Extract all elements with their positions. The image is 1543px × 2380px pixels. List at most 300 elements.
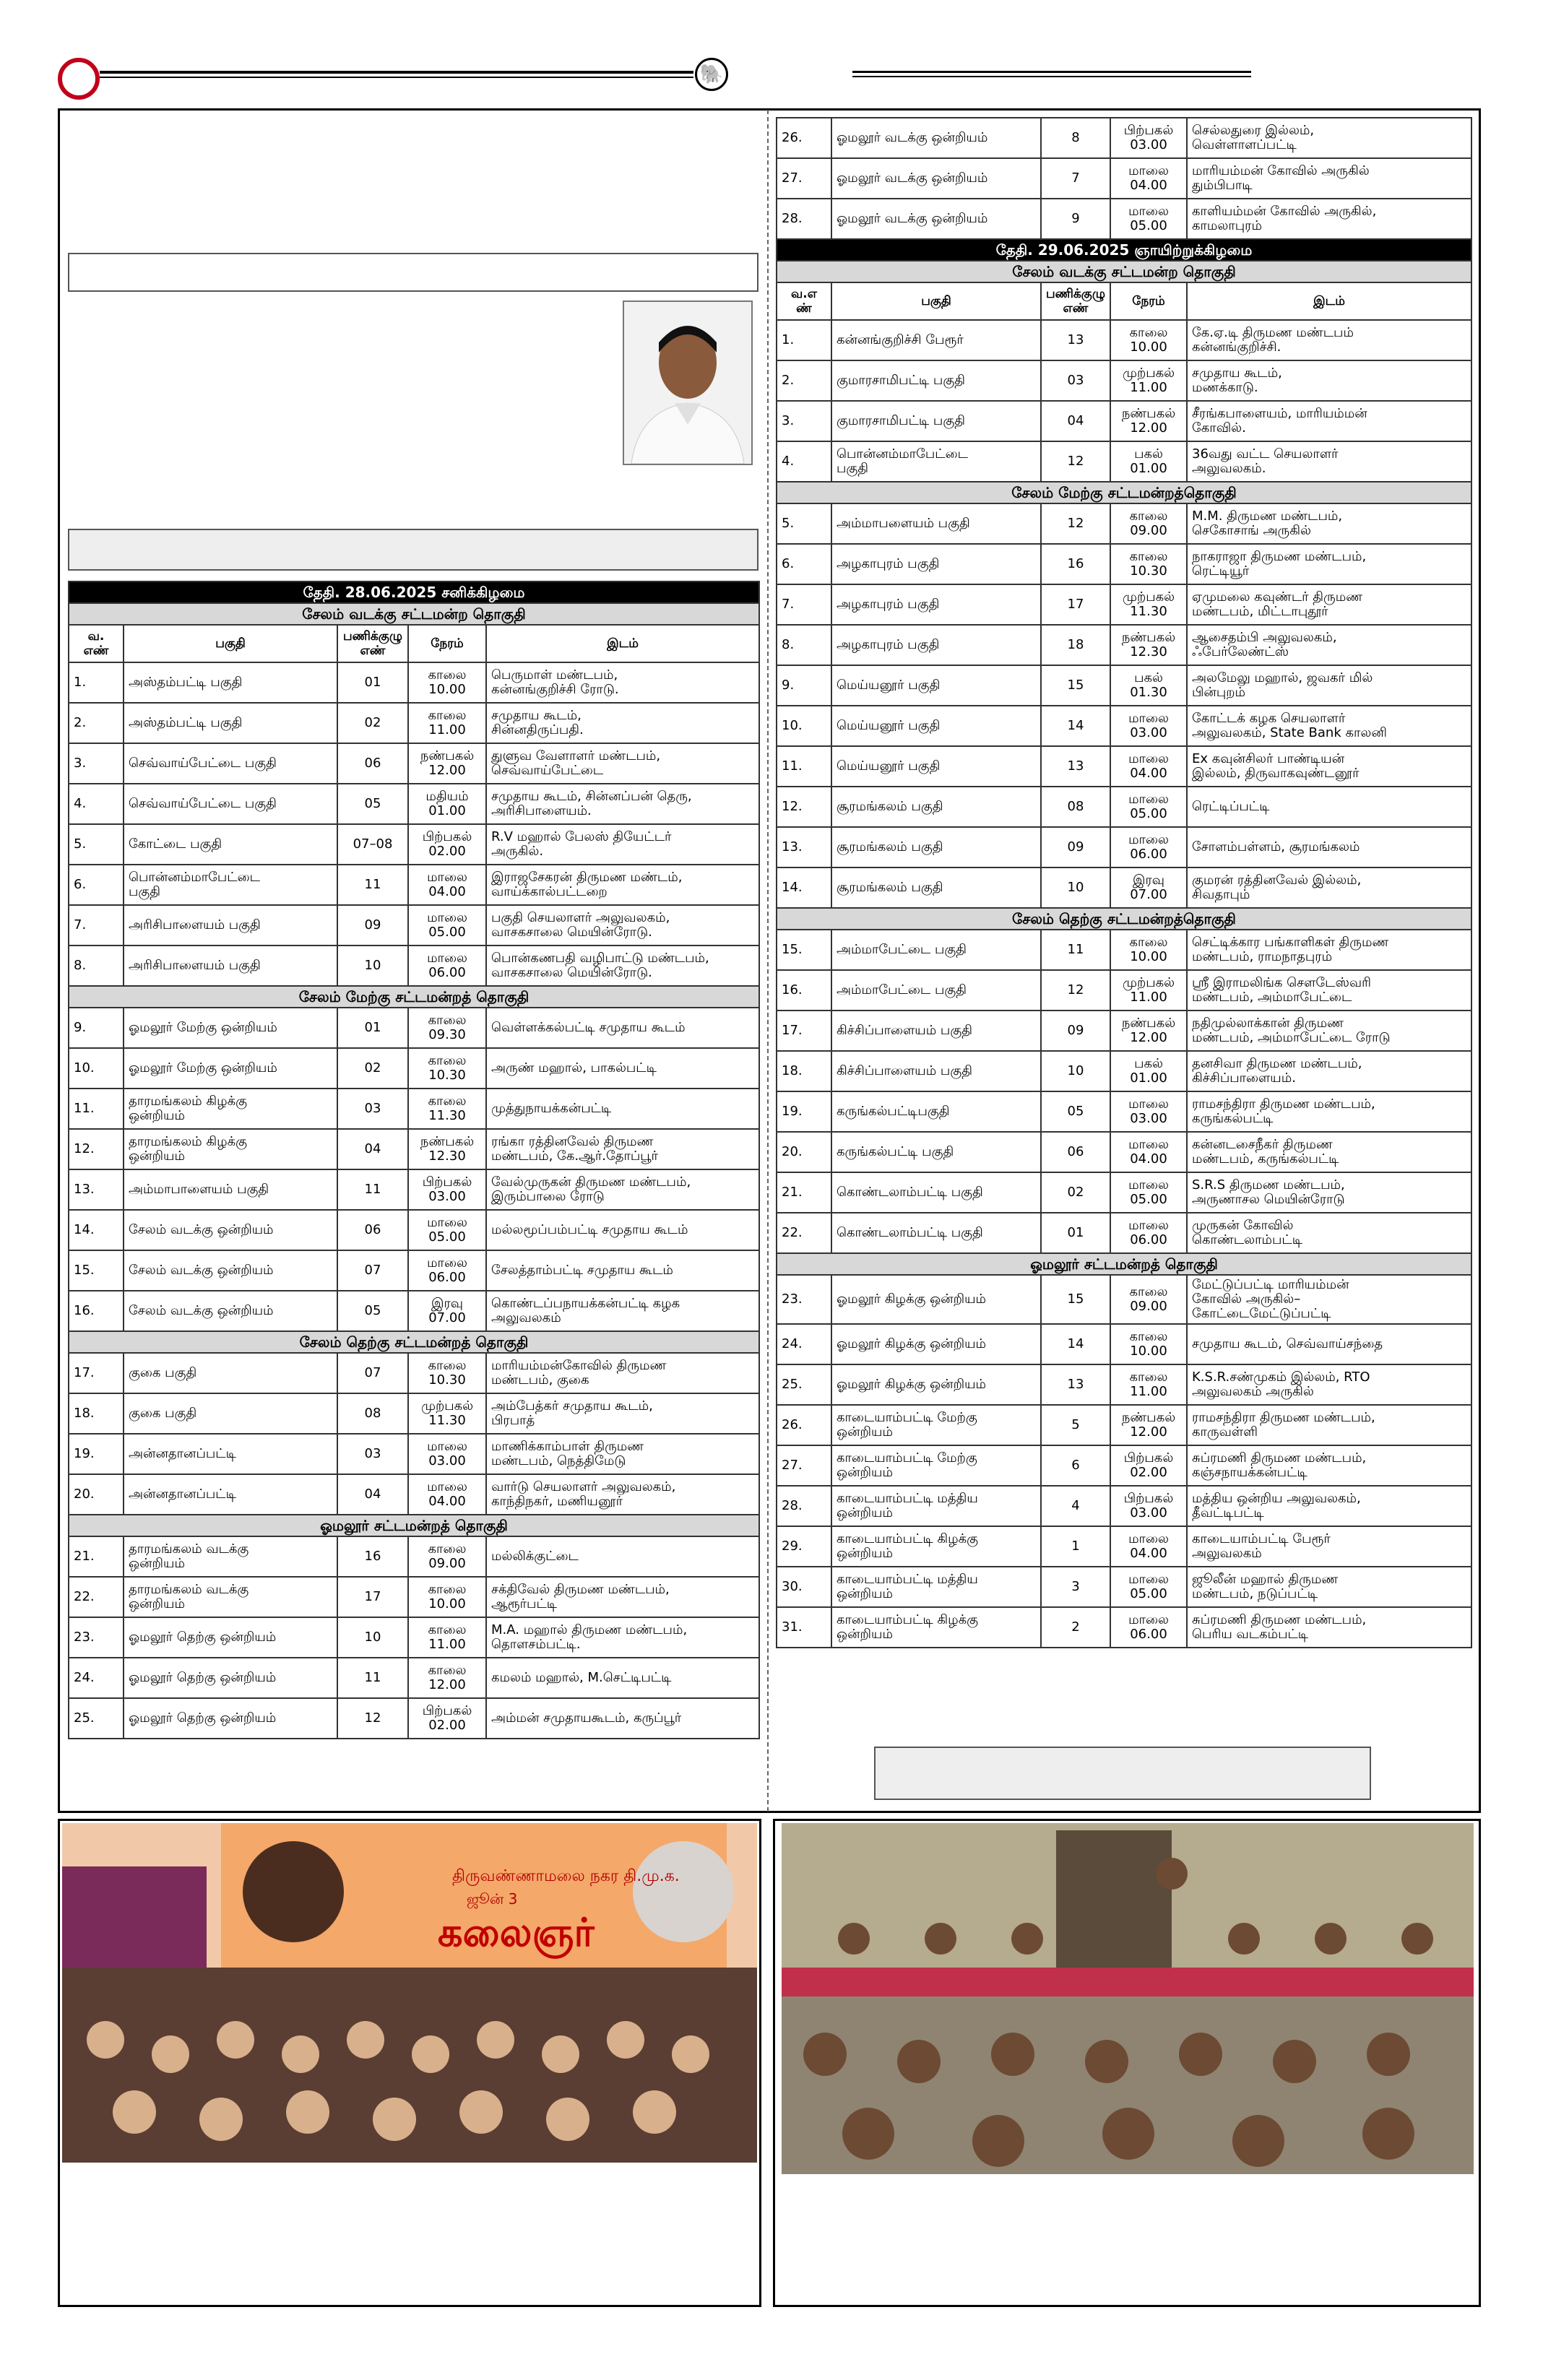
row-place: அம்பேத்கர் சமுதாய கூடம், பிரபாத் [486,1393,759,1434]
table-row [69,662,759,703]
row-place: பகுதி செயலாளர் அலுவலகம், வாசகசாலை மெயின்ரோடு. [486,905,759,945]
row-time: மாலை 05.00 [1110,787,1187,827]
table-row [69,1536,759,1577]
constituency-header-row [777,908,1471,930]
table-row [69,743,759,784]
table-row [69,1291,759,1331]
row-place: கோட்டக் கழக செயலாளர் அலுவலகம், State Bank காலனி [1187,706,1471,746]
row-place: முத்துநாயக்கன்பட்டி [486,1089,759,1129]
table-row [777,1091,1471,1132]
row-number: 8. [69,945,124,986]
row-number: 25. [69,1698,124,1739]
event-photo-left [62,1823,757,2163]
row-number: 21. [69,1536,124,1577]
row-area: குகை பகுதி [124,1393,337,1434]
row-area: காடையாம்பட்டி மேற்கு ஒன்றியம் [831,1405,1041,1445]
row-time: காலை 09.00 [408,1536,486,1577]
constituency-title: சேலம் தெற்கு சட்டமன்றத்தொகுதி [777,908,1471,930]
row-number: 11. [69,1089,124,1129]
row-committee: 12 [1041,970,1110,1011]
row-committee: 11 [337,865,408,905]
row-number: 3. [69,743,124,784]
row-area: சூரமங்கலம் பகுதி [831,827,1041,867]
row-time: மாலை 05.00 [1110,1172,1187,1213]
row-time: மாலை 03.00 [408,1434,486,1474]
row-committee: 11 [1041,930,1110,970]
row-place: மாணிக்காம்பாள் திருமண மண்டபம், நெத்திமேடு [486,1434,759,1474]
row-time: காலை 09.00 [1110,503,1187,544]
row-time: மாலை 05.00 [1110,1567,1187,1607]
row-number: 29. [777,1526,831,1567]
row-area: காடையாம்பட்டி மத்திய ஒன்றியம் [831,1486,1041,1526]
row-number: 28. [777,1486,831,1526]
header-red-circle [58,58,100,100]
row-area: ஓமலூர் மேற்கு ஒன்றியம் [124,1048,337,1089]
row-time: காலை 10.00 [408,1577,486,1617]
row-number: 31. [777,1607,831,1648]
row-time: மாலை 06.00 [1110,827,1187,867]
row-number: 24. [69,1658,124,1698]
row-committee: 06 [1041,1132,1110,1172]
row-area: கருங்கல்பட்டிபகுதி [831,1091,1041,1132]
constituency-header-row [777,261,1471,282]
table-row [777,1132,1471,1172]
row-place: காடையாம்பட்டி பேரூர் அலுவலகம் [1187,1526,1471,1567]
row-area: காடையாம்பட்டி கிழக்கு ஒன்றியம் [831,1526,1041,1567]
table-row [69,1210,759,1250]
row-place: ரங்கா ரத்தினவேல் திருமண மண்டபம், கே.ஆர்.தோப்பூர் [486,1129,759,1169]
col-time: நேரம் [408,625,486,662]
row-place: வெள்ளக்கல்பட்டி சமுதாய கூடம் [486,1008,759,1048]
row-place: சீரங்கபாளையம், மாரியம்மன் கோவில். [1187,401,1471,441]
elephant-emblem-icon: 🐘 [695,58,728,91]
row-area: ஓமலூர் கிழக்கு ஒன்றியம் [831,1275,1041,1324]
row-place: மல்லமூப்பம்பட்டி சமுதாய கூடம் [486,1210,759,1250]
constituency-title: ஓமலூர் சட்டமன்றத் தொகுதி [777,1253,1471,1275]
row-time: மாலை 04.00 [408,865,486,905]
row-time: இரவு 07.00 [1110,867,1187,908]
portrait-photo [623,300,753,465]
row-place: சுப்ரமணி திருமண மண்டபம், கஞ்சநாயக்கன்பட்டி [1187,1445,1471,1486]
row-place: அருண் மஹால், பாகல்பட்டி [486,1048,759,1089]
row-committee: 05 [337,1291,408,1331]
header-rule-left-thin [100,77,693,78]
row-time: நண்பகல் 12.30 [408,1129,486,1169]
row-area: காடையாம்பட்டி மேற்கு ஒன்றியம் [831,1445,1041,1486]
constituency-title: ஓமலூர் சட்டமன்றத் தொகுதி [69,1515,759,1536]
row-committee: 6 [1041,1445,1110,1486]
row-place: S.R.S திருமண மண்டபம், அருணாசல மெயின்ரோடு [1187,1172,1471,1213]
row-place: மல்லிக்குட்டை [486,1536,759,1577]
row-place: M.M. திருமண மண்டபம், செகோசாங் அருகில் [1187,503,1471,544]
table-row [777,827,1471,867]
row-committee: 4 [1041,1486,1110,1526]
row-area: சூரமங்கலம் பகுதி [831,867,1041,908]
row-place: Ex கவுன்சிலர் பாண்டியன் இல்லம், திருவாகவுண்டனூர் [1187,746,1471,787]
event-photo-right [782,1823,1474,2174]
row-place: மாரியம்மன்கோவில் திருமண மண்டபம், குகை [486,1353,759,1393]
row-committee: 14 [1041,706,1110,746]
row-place: சேலத்தாம்பட்டி சமுதாய கூடம் [486,1250,759,1291]
table-row [69,784,759,824]
table-row [69,1169,759,1210]
row-time: காலை 09.00 [1110,1275,1187,1324]
table-row [777,544,1471,584]
table-row [69,1250,759,1291]
row-time: பகல் 01.00 [1110,1051,1187,1091]
row-area: கொண்டலாம்பட்டி பகுதி [831,1213,1041,1253]
row-committee: 15 [1041,665,1110,706]
row-area: பொன்னம்மாபேட்டை பகுதி [124,865,337,905]
row-number: 23. [69,1617,124,1658]
row-place: முருகன் கோவில் கொண்டலாம்பட்டி [1187,1213,1471,1253]
row-number: 14. [777,867,831,908]
table-row [777,441,1471,482]
row-committee: 09 [337,905,408,945]
row-committee: 15 [1041,1275,1110,1324]
row-time: காலை 10.00 [1110,320,1187,360]
row-place: செட்டிக்கார பங்காளிகள் திருமண மண்டபம், ராமநாதபுரம் [1187,930,1471,970]
constituency-title: சேலம் தெற்கு சட்டமன்றத் தொகுதி [69,1331,759,1353]
row-area: அன்னதானப்பட்டி [124,1434,337,1474]
row-place: சமுதாய கூடம், செவ்வாய்சந்தை [1187,1324,1471,1364]
row-place: சமுதாய கூடம், சின்னதிருப்பதி. [486,703,759,743]
row-area: ஓமலூர் வடக்கு ஒன்றியம் [831,158,1041,199]
row-place: சக்திவேல் திருமண மண்டபம், ஆரூர்பட்டி [486,1577,759,1617]
row-number: 19. [777,1091,831,1132]
row-number: 27. [777,1445,831,1486]
table-row [777,867,1471,908]
row-time: காலை 11.00 [408,1617,486,1658]
row-number: 2. [69,703,124,743]
row-committee: 3 [1041,1567,1110,1607]
row-place: காளியம்மன் கோவில் அருகில், காமலாபுரம் [1187,199,1471,239]
table-row [69,905,759,945]
row-number: 11. [777,746,831,787]
row-committee: 1 [1041,1526,1110,1567]
row-number: 20. [69,1474,124,1515]
table-row [69,703,759,743]
col-place: இடம் [1187,282,1471,320]
row-place: கமலம் மஹால், M.செட்டிபட்டி [486,1658,759,1698]
row-area: குமாரசாமிபட்டி பகுதி [831,401,1041,441]
row-committee: 02 [337,703,408,743]
row-time: காலை 12.00 [408,1658,486,1698]
row-area: ஓமலூர் கிழக்கு ஒன்றியம் [831,1364,1041,1405]
row-number: 10. [69,1048,124,1089]
row-place: தனசிவா திருமண மண்டபம், கிச்சிப்பாளையம். [1187,1051,1471,1091]
row-committee: 10 [337,945,408,986]
table-row [777,1275,1471,1324]
table-row [777,665,1471,706]
row-committee: 11 [337,1658,408,1698]
row-committee: 12 [1041,503,1110,544]
table-row [777,1051,1471,1091]
row-committee: 07–08 [337,824,408,865]
row-place: ஆசைதம்பி அலுவலகம், ஃபேர்லேண்ட்ஸ் [1187,625,1471,665]
gray-banner-box [68,529,758,571]
row-time: பிற்பகல் 03.00 [408,1169,486,1210]
row-number: 18. [69,1393,124,1434]
row-committee: 11 [337,1169,408,1210]
table-row [777,199,1471,239]
row-time: நண்பகல் 12.00 [1110,1405,1187,1445]
row-time: நண்பகல் 12.00 [1110,401,1187,441]
row-time: மாலை 06.00 [408,945,486,986]
row-committee: 08 [337,1393,408,1434]
row-committee: 04 [1041,401,1110,441]
row-area: பொன்னம்மாபேட்டை பகுதி [831,441,1041,482]
date-header: தேதி. 29.06.2025 ஞாயிற்றுக்கிழமை [777,239,1471,261]
row-committee: 02 [1041,1172,1110,1213]
row-committee: 04 [337,1129,408,1169]
column-header-row [777,282,1471,320]
table-row [69,1048,759,1089]
row-area: தாரமங்கலம் வடக்கு ஒன்றியம் [124,1536,337,1577]
row-number: 6. [777,544,831,584]
row-number: 5. [69,824,124,865]
row-place: துளுவ வேளாளர் மண்டபம், செவ்வாய்பேட்டை [486,743,759,784]
row-area: செவ்வாய்பேட்டை பகுதி [124,743,337,784]
date-header-row [69,581,759,603]
constituency-header-row [69,1331,759,1353]
row-number: 28. [777,199,831,239]
table-row [69,824,759,865]
row-place: அம்மன் சமுதாயகூடம், கருப்பூர் [486,1698,759,1739]
constituency-header-row [69,603,759,625]
constituency-title: சேலம் மேற்கு சட்டமன்றத் தொகுதி [69,986,759,1008]
table-row [777,1213,1471,1253]
row-time: நண்பகல் 12.30 [1110,625,1187,665]
table-row [69,1474,759,1515]
row-committee: 14 [1041,1324,1110,1364]
row-area: மெய்யனூர் பகுதி [831,706,1041,746]
row-time: காலை 10.30 [408,1048,486,1089]
row-committee: 03 [337,1089,408,1129]
table-row [777,1172,1471,1213]
row-time: பிற்பகல் 03.00 [1110,1486,1187,1526]
row-place: கே.ஏ.டி திருமண மண்டபம் கன்னங்குறிச்சி. [1187,320,1471,360]
row-time: காலை 10.00 [1110,930,1187,970]
table-row [777,970,1471,1011]
table-row [777,584,1471,625]
row-place: 36வது வட்ட செயலாளர் அலுவலகம். [1187,441,1471,482]
row-place: பொன்கணபதி வழிபாட்டு மண்டபம், வாசகசாலை மெயின்ரோடு. [486,945,759,986]
row-place: சுப்ரமணி திருமண மண்டபம், பெரிய வடகம்பட்டி [1187,1607,1471,1648]
row-number: 9. [777,665,831,706]
row-committee: 18 [1041,625,1110,665]
row-area: ஓமலூர் வடக்கு ஒன்றியம் [831,118,1041,158]
row-place: சோளம்பள்ளம், சூரமங்கலம் [1187,827,1471,867]
row-place: மத்திய ஒன்றிய அலுவலகம், தீவட்டிபட்டி [1187,1486,1471,1526]
row-time: காலை 10.00 [408,662,486,703]
table-row [69,865,759,905]
table-row [777,320,1471,360]
row-committee: 01 [337,662,408,703]
table-row [69,1617,759,1658]
row-area: காடையாம்பட்டி மத்திய ஒன்றியம் [831,1567,1041,1607]
row-number: 8. [777,625,831,665]
row-time: மாலை 04.00 [1110,158,1187,199]
row-number: 12. [777,787,831,827]
row-number: 26. [777,1405,831,1445]
row-committee: 09 [1041,827,1110,867]
row-time: பகல் 01.00 [1110,441,1187,482]
row-area: அம்மாபேட்டை பகுதி [831,970,1041,1011]
table-row [777,1567,1471,1607]
table-row [777,746,1471,787]
row-committee: 17 [337,1577,408,1617]
row-number: 18. [777,1051,831,1091]
table-row [69,1577,759,1617]
row-time: முற்பகல் 11.30 [408,1393,486,1434]
row-committee: 8 [1041,118,1110,158]
row-number: 14. [69,1210,124,1250]
row-number: 12. [69,1129,124,1169]
row-number: 19. [69,1434,124,1474]
row-area: ஓமலூர் கிழக்கு ஒன்றியம் [831,1324,1041,1364]
row-number: 2. [777,360,831,401]
row-area: கோட்டை பகுதி [124,824,337,865]
row-time: காலை 09.30 [408,1008,486,1048]
row-committee: 10 [1041,1051,1110,1091]
row-number: 9. [69,1008,124,1048]
row-area: குமாரசாமிபட்டி பகுதி [831,360,1041,401]
row-committee: 13 [1041,320,1110,360]
row-committee: 2 [1041,1607,1110,1648]
row-committee: 02 [337,1048,408,1089]
table-row [69,1008,759,1048]
row-area: சேலம் வடக்கு ஒன்றியம் [124,1291,337,1331]
row-committee: 10 [337,1617,408,1658]
row-place: பெருமாள் மண்டபம், கன்னங்குறிச்சி ரோடு. [486,662,759,703]
row-time: பிற்பகல் 02.00 [1110,1445,1187,1486]
column-divider [767,110,769,1812]
row-place: ஸ்ரீ இராமலிங்க சௌடேஸ்வரி மண்டபம், அம்மாபேட்டை [1187,970,1471,1011]
table-row [777,1324,1471,1364]
table-row [69,1129,759,1169]
row-area: தாரமங்கலம் கிழக்கு ஒன்றியம் [124,1089,337,1129]
row-area: மெய்யனூர் பகுதி [831,665,1041,706]
row-committee: 05 [1041,1091,1110,1132]
row-time: காலை 11.00 [408,703,486,743]
row-committee: 07 [337,1353,408,1393]
table-row [69,1698,759,1739]
row-place: குமரன் ரத்தினவேல் இல்லம், சிவதாபும் [1187,867,1471,908]
row-committee: 17 [1041,584,1110,625]
row-place: வேல்முருகன் திருமண மண்டபம், இரும்பாலை ரோடு [486,1169,759,1210]
svg-text:திருவண்ணாமலை நகர தி.மு.க.: திருவண்ணாமலை நகர தி.மு.க. [452,1867,680,1885]
row-committee: 12 [1041,441,1110,482]
row-number: 22. [777,1213,831,1253]
row-number: 7. [69,905,124,945]
row-number: 25. [777,1364,831,1405]
col-committee: பணிக்குழு எண் [337,625,408,662]
row-area: அம்மாபளையம் பகுதி [831,503,1041,544]
row-committee: 08 [1041,787,1110,827]
row-time: பிற்பகல் 02.00 [408,824,486,865]
row-committee: 12 [337,1698,408,1739]
constituency-header-row [69,986,759,1008]
row-number: 15. [69,1250,124,1291]
col-committee: பணிக்குழு எண் [1041,282,1110,320]
column-header-row [69,625,759,662]
row-number: 22. [69,1577,124,1617]
row-place: செல்லதுரை இல்லம், வெள்ளாளப்பட்டி [1187,118,1471,158]
row-place: நதிமுல்லாக்கான் திருமண மண்டபம், அம்மாபேட்டை ரோடு [1187,1011,1471,1051]
row-time: மாலை 04.00 [1110,1526,1187,1567]
row-committee: 01 [337,1008,408,1048]
table-row [777,1364,1471,1405]
row-place: நாகராஜா திருமண மண்டபம், ரெட்டியூர் [1187,544,1471,584]
table-row [777,1607,1471,1648]
row-time: பகல் 01.30 [1110,665,1187,706]
row-number: 23. [777,1275,831,1324]
meeting-crowd-photo-icon [782,1823,1474,2174]
row-time: மாலை 04.00 [408,1474,486,1515]
row-place: கன்னடசைநீகர் திருமண மண்டபம், கருங்கல்பட்டி [1187,1132,1471,1172]
table-row [777,787,1471,827]
row-time: மாலை 03.00 [1110,706,1187,746]
header-rule-left [100,71,693,74]
row-area: கிச்சிப்பாளையம் பகுதி [831,1011,1041,1051]
date-header-row [777,239,1471,261]
row-number: 13. [69,1169,124,1210]
stage-audience-photo-icon [62,1823,757,2163]
table-row [777,1486,1471,1526]
table-row [777,706,1471,746]
gray-footer-box [874,1747,1371,1800]
table-row [777,360,1471,401]
row-committee: 09 [1041,1011,1110,1051]
row-number: 20. [777,1132,831,1172]
row-place: மாரியம்மன் கோவில் அருகில் தும்பிபாடி [1187,158,1471,199]
row-place: சமுதாய கூடம், மணக்காடு. [1187,360,1471,401]
row-area: மெய்யனூர் பகுதி [831,746,1041,787]
table-row [777,1011,1471,1051]
row-place: ரெட்டிப்பட்டி [1187,787,1471,827]
row-place: சமுதாய கூடம், சின்னப்பன் தெரு, அரிசிபாளையம். [486,784,759,824]
col-wa-en: வ. எண் [69,625,124,662]
row-time: காலை 10.30 [1110,544,1187,584]
row-place: வார்டு செயலாளர் அலுவலகம், காந்திநகர், மணியனூர் [486,1474,759,1515]
table-row [777,158,1471,199]
table-row [777,401,1471,441]
constituency-header-row [69,1515,759,1536]
row-time: மாலை 04.00 [1110,1132,1187,1172]
row-number: 17. [777,1011,831,1051]
row-committee: 05 [337,784,408,824]
row-area: தாரமங்கலம் வடக்கு ஒன்றியம் [124,1577,337,1617]
row-area: அஸ்தம்பட்டி பகுதி [124,662,337,703]
row-place: இராஜசேகரன் திருமண மண்டம், வாய்க்கால்பட்டறை [486,865,759,905]
row-area: செவ்வாய்பேட்டை பகுதி [124,784,337,824]
table-row [777,118,1471,158]
person-portrait-icon [624,302,751,464]
row-place: கொண்டப்பநாயக்கன்பட்டி கழக அலுவலகம் [486,1291,759,1331]
row-time: காலை 10.00 [1110,1324,1187,1364]
row-area: ஓமலூர் வடக்கு ஒன்றியம் [831,199,1041,239]
table-row [777,1526,1471,1567]
row-area: தாரமங்கலம் கிழக்கு ஒன்றியம் [124,1129,337,1169]
schedule-table-day2 [776,117,1472,1648]
row-area: அன்னதானப்பட்டி [124,1474,337,1515]
table-row [69,1393,759,1434]
row-area: அரிசிபாளையம் பகுதி [124,945,337,986]
table-row [69,1434,759,1474]
svg-text:கலைஞர்: கலைஞர் [438,1910,595,1955]
constituency-title: சேலம் வடக்கு சட்டமன்ற தொகுதி [777,261,1471,282]
